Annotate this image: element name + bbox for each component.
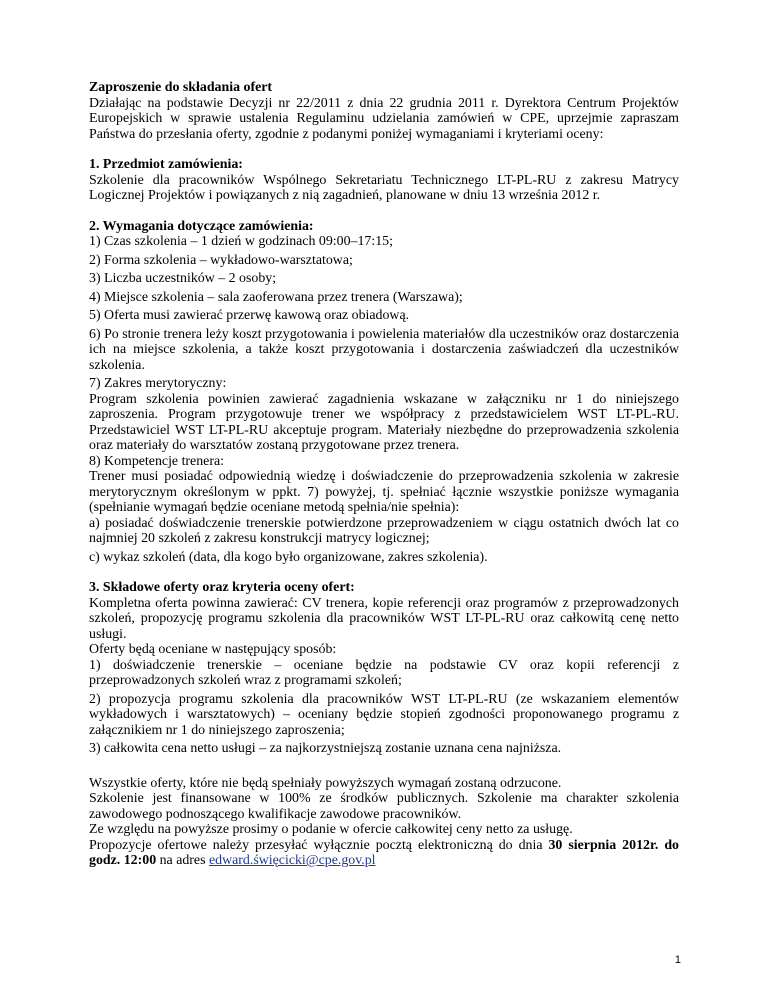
closing-line: Wszystkie oferty, które nie będą spełniały powyższych wymagań zostaną odrzucone. [89,775,562,791]
requirement-8-text: Trener musi posiadać odpowiednią wiedzę i doświadczenie do przeprowadzenia szkolenia w zakresie merytorycznym określonym w ppkt. 7) powyżej, tj. spełniać łącznie wszystkie poniższe wymagania (spełnianie wymagań będzie oceniane metodą spełnia/nie spełnia): [89,469,679,515]
requirement-item: 1) Czas szkolenia – 1 dzień w godzinach 09:00–17:15; [89,234,393,249]
evaluation-intro: Oferty będą oceniane w następujący sposób: [89,642,337,657]
submission-text: Propozycje ofertowe należy przesyłać wyłącznie pocztą elektroniczną do dnia [89,837,549,853]
requirement-item: 6) Po stronie trenera leży koszt przygotowania i powielenia materiałów dla uczestników oraz dostarczenia ich na miejsce szkolenia, a także koszt przygotowania i dostarczenia zaświadczeń dla uczestników szkolenia. [89,326,679,373]
closing-line: Szkolenie jest finansowane w 100% ze środków publicznych. Szkolenie ma charakter szkolenia zawodowego podnoszącego kwalifikacje zawodowe pracowników. [89,791,679,822]
section-1-text: Szkolenie dla pracowników Wspólnego Sekretariatu Technicznego LT-PL-RU z zakresu Matrycy Logicznej Projektów i powiązanych z nią zagadnień, planowane w dniu 13 września 2012 r. [89,172,679,203]
section-3-heading: 3. Składowe oferty oraz kryteria oceny ofert: [89,580,355,595]
section-3-text: Kompletna oferta powinna zawierać: CV trenera, kopie referencji oraz programów z przeprowadzonych szkoleń, propozycję programu szkolenia dla pracowników WST LT-PL-RU oraz całkowitą cenę netto usługi. [89,595,679,642]
document-title: Zaproszenie do składania ofert [89,80,273,95]
requirement-8-a: a) posiadać doświadczenie trenerskie potwierdzone przeprowadzeniem w ciągu ostatnich dwóch lat co najmniej 20 szkoleń z zakresu konstrukcji matrycy logicznej; [89,515,679,546]
evaluation-item: 1) doświadczenie trenerskie – oceniane będzie na podstawie CV oraz kopii referencji z przeprowadzonych szkoleń wraz z programami szkoleń; [89,657,679,688]
requirement-8-c: c) wykaz szkoleń (data, dla kogo było organizowane, zakres szkolenia). [89,549,488,565]
page-number: 1 [674,954,681,966]
requirement-item: 2) Forma szkolenia – wykładowo-warsztatowa; [89,252,353,268]
section-1-heading: 1. Przedmiot zamówienia: [89,157,243,172]
evaluation-item: 2) propozycja programu szkolenia dla pracowników WST LT-PL-RU (ze wskazaniem elementów wykładowych i warsztatowych) – oceniany będzie stopień zgodności proponowanego programu z załącznikiem nr 1 do niniejszego zaproszenia; [89,691,679,738]
requirement-item: 3) Liczba uczestników – 2 osoby; [89,271,277,286]
evaluation-item: 3) całkowita cena netto usługi – za najkorzystniejszą zostanie uznana cena najniższa. [89,741,562,756]
requirement-item: 4) Miejsce szkolenia – sala zaoferowana przez trenera (Warszawa); [89,289,463,305]
requirement-7-title: 7) Zakres merytoryczny: [89,376,227,391]
requirement-item: 5) Oferta musi zawierać przerwę kawową oraz obiadową. [89,308,410,323]
deadline-date: 30 sierpnia 2012r. [548,837,659,853]
email-link[interactable]: edward.święcicki@cpe.gov.pl [208,853,376,868]
closing-line: Ze względu na powyższe prosimy o podanie w ofercie całkowitej ceny netto za usługę. [89,822,573,837]
submission-text-mid: na adres [156,853,209,868]
intro-paragraph: Działając na podstawie Decyzji nr 22/2011 z dnia 22 grudnia 2011 r. Dyrektora Centrum Projektów Europejskich w sprawie ustalenia Regulaminu udzielania zamówień w CPE, uprzejmie zapraszam Państwa do przesłania oferty, zgodnie z podanymi poniżej wymaganiami i kryteriami oceny: [89,95,679,142]
section-2-heading: 2. Wymagania dotyczące zamówienia: [89,218,314,234]
submission-instructions [89,838,679,869]
requirement-7-text: Program szkolenia powinien zawierać zagadnienia wskazane w załączniku nr 1 do niniejszego zaproszenia. Program przygotowuje trener we współpracy z przedstawicielem WST LT-PL-RU. Przedstawiciel WST LT-PL-RU akceptuje program. Materiały niezbędne do przeprowadzenia szkolenia oraz materiały do warsztatów zostaną przygotowane przez trenera. [89,391,679,453]
deadline-time: do godz. 12:00 [89,837,679,868]
requirement-8-title: 8) Kompetencje trenera: [89,453,224,469]
